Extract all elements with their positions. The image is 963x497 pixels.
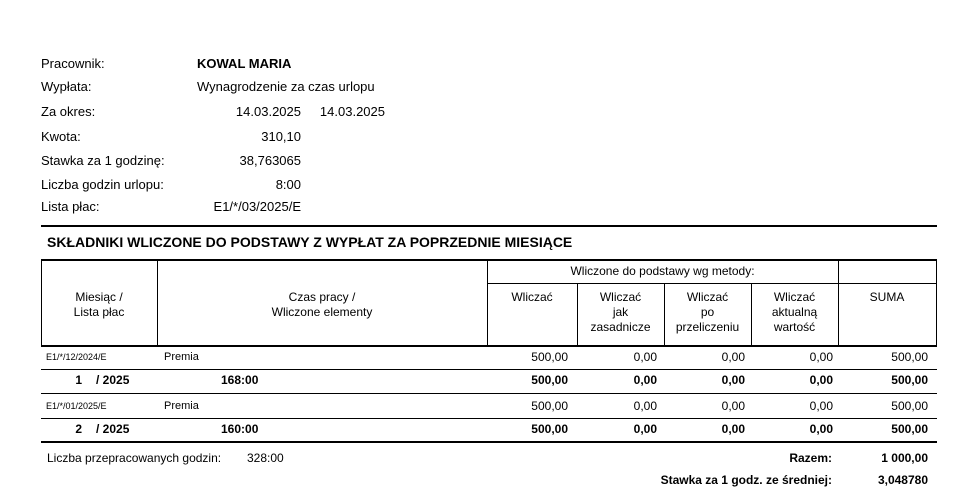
col-header-sum: SUMA	[869, 290, 905, 304]
period-to: 14.03.2025	[319, 104, 385, 119]
total-sum: 500,00	[891, 373, 928, 387]
col-header-current: Wliczać aktualną wartość	[771, 290, 818, 334]
payout-label: Wypłata:	[41, 79, 92, 94]
sum-value: 500,00	[891, 399, 928, 413]
recalc-value: 0,00	[721, 350, 745, 364]
employee-name: KOWAL MARIA	[197, 56, 292, 71]
row-rule	[41, 369, 937, 370]
grand-total-label: Razem:	[789, 451, 832, 465]
total-include: 500,00	[531, 422, 568, 436]
total-include: 500,00	[531, 373, 568, 387]
current-value: 0,00	[809, 399, 833, 413]
total-recalc: 0,00	[721, 373, 745, 387]
row-rule	[41, 418, 937, 419]
worked-hours-total-value: 328:00	[247, 451, 284, 465]
vacation-hours-label: Liczba godzin urlopu:	[41, 177, 164, 192]
table-right-border	[936, 259, 937, 347]
total-as-basic: 0,00	[633, 422, 657, 436]
col-header-include: Wliczać	[511, 290, 553, 304]
group-header-rule	[487, 283, 936, 284]
payroll-list-id: E1/*/12/2024/E	[46, 352, 107, 362]
col-header-as-basic: Wliczać jak zasadnicze	[590, 290, 651, 334]
table-top-border	[41, 259, 937, 261]
col-header-month: Miesiąc / Lista płac	[73, 290, 125, 319]
amount-label: Kwota:	[41, 129, 81, 144]
worked-hours-total-label: Liczba przepracowanych godzin:	[47, 451, 222, 465]
include-value: 500,00	[531, 399, 568, 413]
section-title: SKŁADNIKI WLICZONE DO PODSTAWY Z WYPŁAT ZA POPRZEDNIE MIESIĄCE	[47, 234, 573, 250]
payout-value: Wynagrodzenie za czas urlopu	[197, 79, 375, 94]
total-as-basic: 0,00	[633, 373, 657, 387]
average-rate-value: 3,048780	[877, 473, 928, 487]
rate-label: Stawka za 1 godzinę:	[41, 153, 165, 168]
payroll-value: E1/*/03/2025/E	[213, 199, 301, 214]
group-header: Wliczone do podstawy wg metody:	[570, 264, 755, 278]
vacation-hours-value: 8:00	[275, 177, 301, 192]
total-sum: 500,00	[891, 422, 928, 436]
worked-hours: 160:00	[221, 422, 259, 436]
month-year: / 2025	[96, 373, 130, 387]
payroll-list-id: E1/*/01/2025/E	[46, 401, 107, 411]
rate-value: 38,763065	[239, 153, 301, 168]
worked-hours: 168:00	[221, 373, 259, 387]
as-basic-value: 0,00	[633, 350, 657, 364]
total-current: 0,00	[809, 422, 833, 436]
total-current: 0,00	[809, 373, 833, 387]
period-label: Za okres:	[41, 104, 96, 119]
month-year: / 2025	[96, 422, 130, 436]
table-header-bottom-border	[41, 345, 937, 347]
month-number: 1	[75, 373, 82, 387]
col-header-recalc: Wliczać po przeliczeniu	[675, 290, 740, 334]
include-value: 500,00	[531, 350, 568, 364]
month-number: 2	[75, 422, 82, 436]
amount-value: 310,10	[261, 129, 301, 144]
section-top-rule	[41, 225, 937, 227]
sum-value: 500,00	[891, 350, 928, 364]
current-value: 0,00	[809, 350, 833, 364]
payroll-label: Lista płac:	[41, 199, 100, 214]
period-from: 14.03.2025	[235, 104, 301, 119]
col-header-time: Czas pracy / Wliczone elementy	[271, 290, 373, 319]
element-name: Premia	[164, 400, 199, 412]
recalc-value: 0,00	[721, 399, 745, 413]
element-name: Premia	[164, 351, 199, 363]
grand-total-value: 1 000,00	[881, 451, 928, 465]
row-rule	[41, 393, 937, 394]
as-basic-value: 0,00	[633, 399, 657, 413]
total-recalc: 0,00	[721, 422, 745, 436]
employee-label: Pracownik:	[41, 56, 105, 71]
average-rate-label: Stawka za 1 godz. ze średniej:	[660, 473, 832, 487]
table-bottom-border	[41, 441, 937, 443]
